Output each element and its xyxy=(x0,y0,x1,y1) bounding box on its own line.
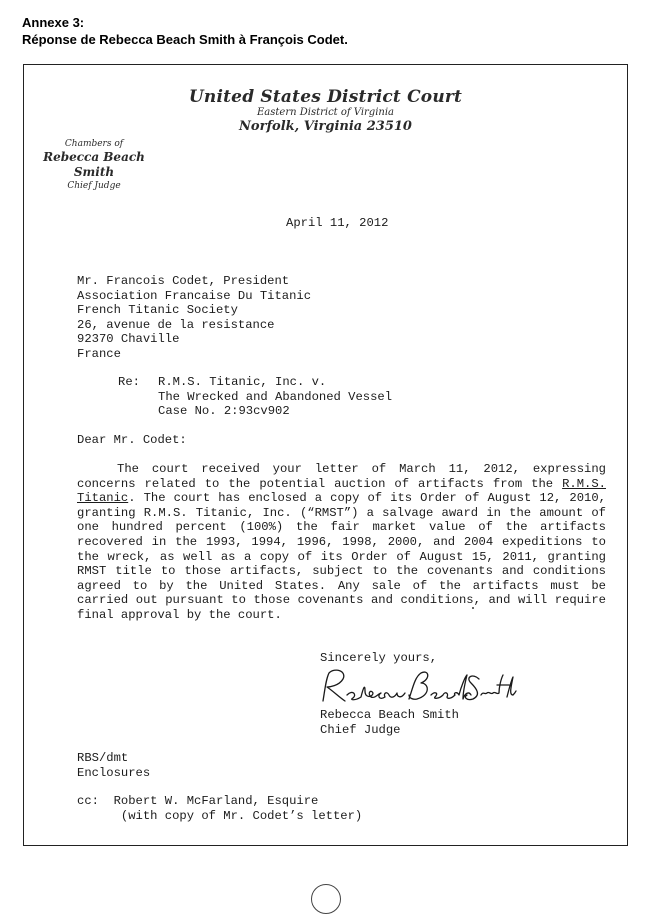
vessel-name: R.M.S. Titanic xyxy=(77,476,606,506)
annex-title: Réponse de Rebecca Beach Smith à François Codet. xyxy=(22,32,348,47)
reference-initials: RBS/dmt xyxy=(77,751,129,765)
address-line: French Titanic Society xyxy=(77,303,238,318)
carbon-copy-block xyxy=(77,794,362,823)
page-number-circle xyxy=(311,884,341,914)
handwritten-signature xyxy=(317,665,517,712)
court-district: Eastern District of Virginia xyxy=(257,107,394,118)
re-lines xyxy=(158,375,392,419)
letter-body xyxy=(77,462,606,623)
chambers-label: Chambers of xyxy=(64,139,124,149)
address-line: Mr. Francois Codet, President xyxy=(77,274,290,288)
cc-line: cc: Robert W. McFarland, Esquire xyxy=(77,794,319,808)
signer-name: Rebecca Beach Smith xyxy=(320,708,459,722)
reference-initials-block xyxy=(77,751,150,780)
chambers-block xyxy=(38,138,150,192)
signature-graphic xyxy=(317,665,517,707)
annex-heading xyxy=(22,14,348,48)
chambers-judge-name: Rebecca Beach Smith xyxy=(43,150,145,179)
letter-date: April 11, 2012 xyxy=(286,216,389,230)
subject-reference xyxy=(118,375,392,419)
ink-dot xyxy=(472,607,474,609)
enclosures-note: Enclosures xyxy=(77,765,151,780)
closing: Sincerely yours, xyxy=(320,651,438,665)
court-name: United States District Court xyxy=(188,87,463,107)
re-label: Re: xyxy=(118,375,140,389)
address-line: France xyxy=(77,346,121,361)
cc-line: (with copy of Mr. Codet’s letter) xyxy=(77,808,363,823)
address-line: 92370 Chaville xyxy=(77,332,180,347)
re-line: R.M.S. Titanic, Inc. v. xyxy=(158,375,327,389)
address-line: Association Francaise Du Titanic xyxy=(77,288,312,303)
body-part-2: . The court has enclosed a copy of its Order of August 12, 2010, granting R.M.S. Titanic, Inc. (“RMST”) a salvage award in the amount of one hundred percent (100%) the fair market value of the artifacts recovered in the 1993, 1994, 1996, 1998, 2000, and 2004 expeditions to the wreck, as well as a copy of its Order of August 15, 2011, granting RMST title to those artifacts, subject to the covenants and conditions agreed to by the United States. Any sale of the artifacts must be carried out pursuant to those covenants and conditions, and will require final approval by the court. xyxy=(77,491,606,622)
address-line: 26, avenue de la resistance xyxy=(77,317,275,332)
re-line: Case No. 2:93cv902 xyxy=(158,404,290,419)
letter-page xyxy=(23,64,628,846)
signer-block xyxy=(320,708,459,737)
signer-title: Chief Judge xyxy=(320,722,401,737)
recipient-address xyxy=(77,274,311,362)
court-letterhead xyxy=(24,87,627,135)
court-city: Norfolk, Virginia 23510 xyxy=(239,119,412,134)
annex-number: Annexe 3: xyxy=(22,15,85,30)
re-line: The Wrecked and Abandoned Vessel xyxy=(158,389,393,404)
body-part-1: The court received your letter of March 11, 2012, expressing concerns related to the potential auction of artifacts from the xyxy=(77,462,606,491)
salutation: Dear Mr. Codet: xyxy=(77,433,187,447)
chambers-judge-title: Chief Judge xyxy=(67,181,121,191)
